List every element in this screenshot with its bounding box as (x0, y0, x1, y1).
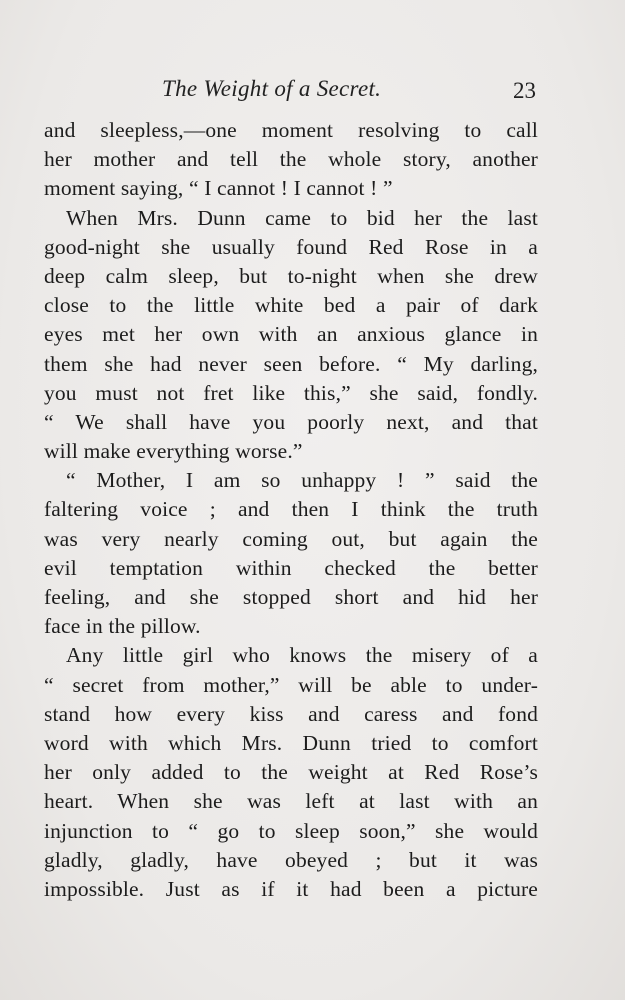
text-line: and sleepless,—one moment resolving to call (44, 118, 538, 142)
text-line: “ Mother, I am so unhappy ! ” said the (66, 468, 538, 493)
text-line: Any little girl who knows the misery of a (66, 643, 538, 668)
text-line: her mother and tell the whole story, another (44, 147, 538, 172)
body-text (44, 116, 538, 904)
text-line: injunction to “ go to sleep soon,” she would (44, 818, 538, 843)
text-line: eyes met her own with an anxious glance in (44, 322, 538, 347)
running-title: The Weight of a Secret. (162, 76, 382, 101)
text-line: face in the pillow. (44, 614, 201, 639)
text-line: feeling, and she stopped short and hid her (44, 585, 538, 609)
page-header (44, 74, 538, 108)
text-line: moment saying, “ I cannot ! I cannot ! ” (44, 176, 393, 201)
text-line: them she had never seen before. “ My darling, (44, 351, 538, 376)
text-line: was very nearly coming out, but again the (44, 526, 538, 551)
text-line: deep calm sleep, but to-night when she drew (44, 263, 538, 288)
text-line: you must not fret like this,” she said, fondly. (44, 380, 538, 405)
text-line: good-night she usually found Red Rose in a (44, 234, 538, 259)
page-number: 23 (513, 78, 536, 103)
text-line: heart. When she was left at last with an (44, 789, 538, 814)
text-line: stand how every kiss and caress and fond (44, 701, 538, 726)
text-line: word with which Mrs. Dunn tried to comfort (44, 730, 538, 755)
text-line: will make everything worse.” (44, 439, 303, 464)
text-line: “ We shall have you poorly next, and that (44, 409, 538, 434)
text-line: When Mrs. Dunn came to bid her the last (66, 205, 538, 230)
text-line: impossible. Just as if it had been a picture (44, 876, 538, 901)
text-line: “ secret from mother,” will be able to under- (44, 672, 538, 697)
text-line: her only added to the weight at Red Rose’s (44, 760, 538, 785)
text-line: faltering voice ; and then I think the truth (44, 497, 538, 522)
text-line: close to the little white bed a pair of dark (44, 293, 538, 318)
text-line: gladly, gladly, have obeyed ; but it was (44, 847, 538, 872)
text-line: evil temptation within checked the better (44, 555, 538, 580)
